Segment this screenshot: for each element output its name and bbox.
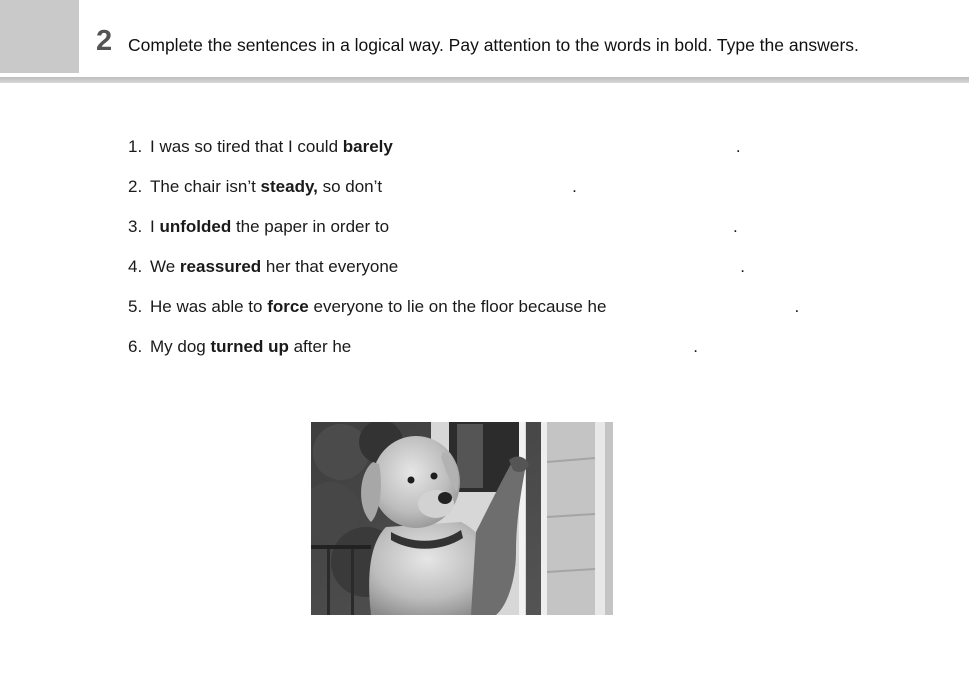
sentence-text: My dog bbox=[150, 337, 211, 356]
sentence-period: . bbox=[740, 257, 745, 276]
sentence-5 bbox=[128, 290, 799, 314]
header-tab bbox=[0, 0, 79, 73]
sentence-2 bbox=[128, 170, 577, 194]
dog-photo bbox=[311, 422, 613, 615]
bold-word: force bbox=[267, 297, 309, 316]
sentence-text: after he bbox=[288, 337, 352, 356]
sentence-text: I was so tired that I could bbox=[150, 137, 343, 156]
sentence-text: her that everyone bbox=[261, 257, 399, 276]
answer-blank[interactable] bbox=[382, 170, 572, 192]
answer-blank[interactable] bbox=[606, 290, 794, 312]
sentence-text: I bbox=[150, 217, 160, 236]
sentence-text: the paper in order to bbox=[231, 217, 390, 236]
answer-blank[interactable] bbox=[389, 210, 733, 232]
bold-word: barely bbox=[342, 137, 393, 156]
bold-word: turned up bbox=[210, 337, 289, 356]
sentence-text: so don’t bbox=[317, 177, 383, 196]
sentence-period: . bbox=[693, 337, 698, 356]
sentence-number: 5. bbox=[128, 297, 143, 316]
sentence-text: everyone to lie on the floor because he bbox=[308, 297, 607, 316]
sentence-number: 6. bbox=[128, 337, 143, 356]
sentence-text: The chair isn’t bbox=[150, 177, 261, 196]
sentence-4 bbox=[128, 250, 745, 274]
sentence-6 bbox=[128, 330, 698, 354]
bold-word: reassured bbox=[179, 257, 262, 276]
sentence-1 bbox=[128, 130, 741, 154]
sentence-period: . bbox=[572, 177, 577, 196]
answer-blank[interactable] bbox=[351, 330, 693, 352]
instruction-text: Complete the sentences in a logical way. Pay attention to the words in bold. Type the answers. bbox=[128, 35, 859, 55]
sentence-period: . bbox=[733, 217, 738, 236]
sentence-number: 1. bbox=[128, 137, 143, 156]
sentence-text: He was able to bbox=[150, 297, 268, 316]
answer-blank[interactable] bbox=[393, 130, 736, 152]
sentence-period: . bbox=[735, 137, 741, 156]
bold-word: steady, bbox=[260, 177, 318, 196]
sentence-3 bbox=[128, 210, 738, 234]
exercise-number: 2 bbox=[96, 25, 113, 57]
bold-word: unfolded bbox=[159, 217, 232, 236]
sentence-text: We bbox=[150, 257, 180, 276]
sentence-period: . bbox=[794, 297, 800, 316]
sentence-number: 4. bbox=[128, 257, 143, 276]
sentence-number: 2. bbox=[128, 177, 143, 196]
answer-blank[interactable] bbox=[398, 250, 740, 272]
dog-photo-illustration bbox=[311, 422, 613, 615]
sentence-number: 3. bbox=[128, 217, 143, 236]
header-divider bbox=[0, 77, 969, 83]
